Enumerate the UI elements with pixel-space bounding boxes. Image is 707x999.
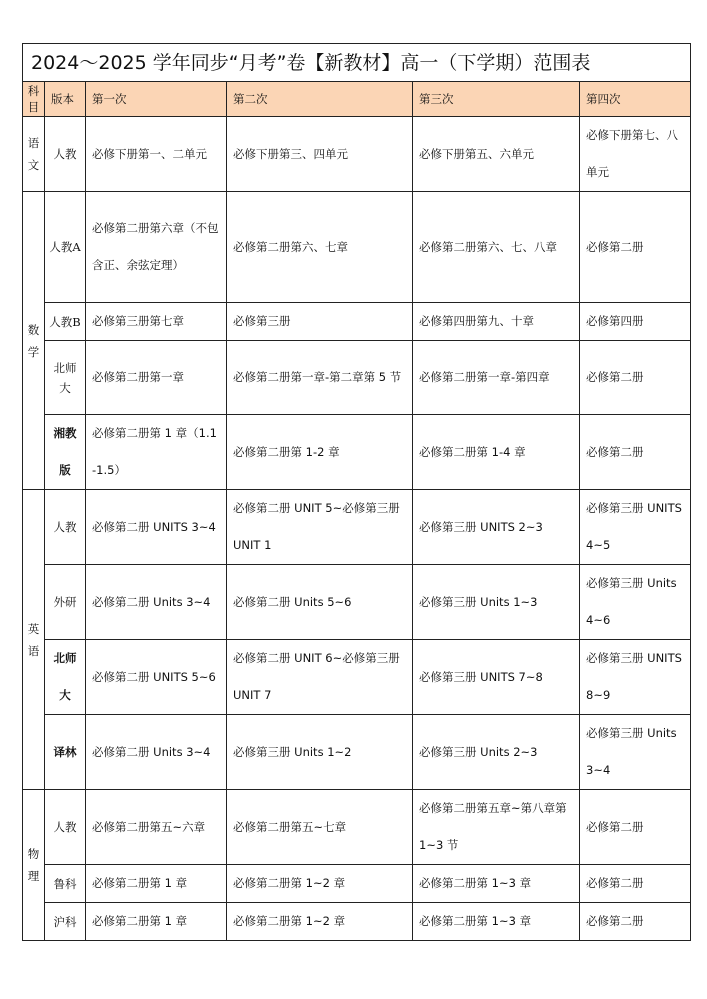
range-cell: 必修第二册 xyxy=(580,341,691,415)
range-cell: 必修第二册 UNIT 6~必修第三册 UNIT 7 xyxy=(227,640,413,715)
range-cell: 必修第三册 Units 1~3 xyxy=(413,565,580,640)
range-cell: 必修第二册 xyxy=(580,903,691,941)
range-cell: 必修第二册 Units 3~4 xyxy=(86,565,227,640)
range-cell: 必修第三册第七章 xyxy=(86,303,227,341)
range-cell: 必修第二册第一章-第四章 xyxy=(413,341,580,415)
table-row xyxy=(23,303,691,341)
range-cell: 必修第二册第 1 章（1.1-1.5） xyxy=(86,415,227,490)
range-cell: 必修第三册 Units 4~6 xyxy=(580,565,691,640)
range-cell: 必修下册第七、八单元 xyxy=(580,117,691,192)
range-cell: 必修第二册第六、七章 xyxy=(227,192,413,303)
table-row xyxy=(23,790,691,865)
range-cell: 必修第二册 xyxy=(580,192,691,303)
range-cell: 必修第三册 xyxy=(227,303,413,341)
range-cell: 必修第二册 UNITS 3~4 xyxy=(86,490,227,565)
header-round-1: 第一次 xyxy=(86,82,227,117)
range-cell: 必修下册第五、六单元 xyxy=(413,117,580,192)
range-cell: 必修第二册第六章（不包含正、余弦定理） xyxy=(86,192,227,303)
table-row xyxy=(23,715,691,790)
header-round-2: 第二次 xyxy=(227,82,413,117)
version-cell: 人教 xyxy=(45,117,86,192)
range-cell: 必修第二册 UNIT 5~必修第三册 UNIT 1 xyxy=(227,490,413,565)
range-cell: 必修第二册第五~七章 xyxy=(227,790,413,865)
version-cell: 北师大 xyxy=(45,341,86,415)
subject-physics: 物理 xyxy=(23,790,45,941)
version-cell: 人教 xyxy=(45,790,86,865)
range-cell: 必修第二册第一章-第二章第 5 节 xyxy=(227,341,413,415)
header-version: 版本 xyxy=(45,82,86,117)
table-row xyxy=(23,490,691,565)
table-row xyxy=(23,903,691,941)
version-cell: 鲁科 xyxy=(45,865,86,903)
table-row xyxy=(23,565,691,640)
range-cell: 必修第二册 xyxy=(580,790,691,865)
header-round-4: 第四次 xyxy=(580,82,691,117)
range-cell: 必修第二册第一章 xyxy=(86,341,227,415)
version-cell: 人教B xyxy=(45,303,86,341)
version-cell: 湘教版 xyxy=(45,415,86,490)
version-cell: 北师大 xyxy=(45,640,86,715)
version-cell: 沪科 xyxy=(45,903,86,941)
table-row xyxy=(23,192,691,303)
table-row xyxy=(23,341,691,415)
table-row xyxy=(23,117,691,192)
header-row xyxy=(23,82,691,117)
subject-chinese: 语文 xyxy=(23,117,45,192)
range-cell: 必修第二册 UNITS 5~6 xyxy=(86,640,227,715)
scope-table xyxy=(22,43,691,941)
range-cell: 必修第三册 Units 3~4 xyxy=(580,715,691,790)
version-cell: 人教A xyxy=(45,192,86,303)
table-row xyxy=(23,415,691,490)
range-cell: 必修下册第一、二单元 xyxy=(86,117,227,192)
range-cell: 必修第二册第 1~2 章 xyxy=(227,865,413,903)
scope-table-sheet xyxy=(22,43,690,941)
range-cell: 必修第二册第 1 章 xyxy=(86,865,227,903)
page-title: 2024～2025 学年同步“月考”卷【新教材】高一（下学期）范围表 xyxy=(23,44,691,82)
range-cell: 必修第二册 xyxy=(580,415,691,490)
range-cell: 必修第二册 Units 3~4 xyxy=(86,715,227,790)
range-cell: 必修第三册 UNITS 7~8 xyxy=(413,640,580,715)
version-cell: 外研 xyxy=(45,565,86,640)
subject-math: 数学 xyxy=(23,192,45,490)
range-cell: 必修第二册第 1~3 章 xyxy=(413,865,580,903)
range-cell: 必修第二册第 1-4 章 xyxy=(413,415,580,490)
version-cell: 人教 xyxy=(45,490,86,565)
range-cell: 必修第二册第 1 章 xyxy=(86,903,227,941)
range-cell: 必修第二册 Units 5~6 xyxy=(227,565,413,640)
range-cell: 必修第二册第 1~2 章 xyxy=(227,903,413,941)
range-cell: 必修第二册第 1-2 章 xyxy=(227,415,413,490)
table-row xyxy=(23,865,691,903)
range-cell: 必修第四册 xyxy=(580,303,691,341)
subject-english: 英语 xyxy=(23,490,45,790)
range-cell: 必修第二册第 1~3 章 xyxy=(413,903,580,941)
header-subject: 科目 xyxy=(23,82,45,117)
range-cell: 必修第二册第五章~第八章第 1~3 节 xyxy=(413,790,580,865)
table-row xyxy=(23,640,691,715)
range-cell: 必修第二册 xyxy=(580,865,691,903)
range-cell: 必修第二册第六、七、八章 xyxy=(413,192,580,303)
range-cell: 必修第三册 Units 2~3 xyxy=(413,715,580,790)
range-cell: 必修第三册 Units 1~2 xyxy=(227,715,413,790)
range-cell: 必修第二册第五~六章 xyxy=(86,790,227,865)
version-cell: 译林 xyxy=(45,715,86,790)
range-cell: 必修第四册第九、十章 xyxy=(413,303,580,341)
header-round-3: 第三次 xyxy=(413,82,580,117)
range-cell: 必修下册第三、四单元 xyxy=(227,117,413,192)
range-cell: 必修第三册 UNITS 2~3 xyxy=(413,490,580,565)
range-cell: 必修第三册 UNITS 4~5 xyxy=(580,490,691,565)
range-cell: 必修第三册 UNITS 8~9 xyxy=(580,640,691,715)
